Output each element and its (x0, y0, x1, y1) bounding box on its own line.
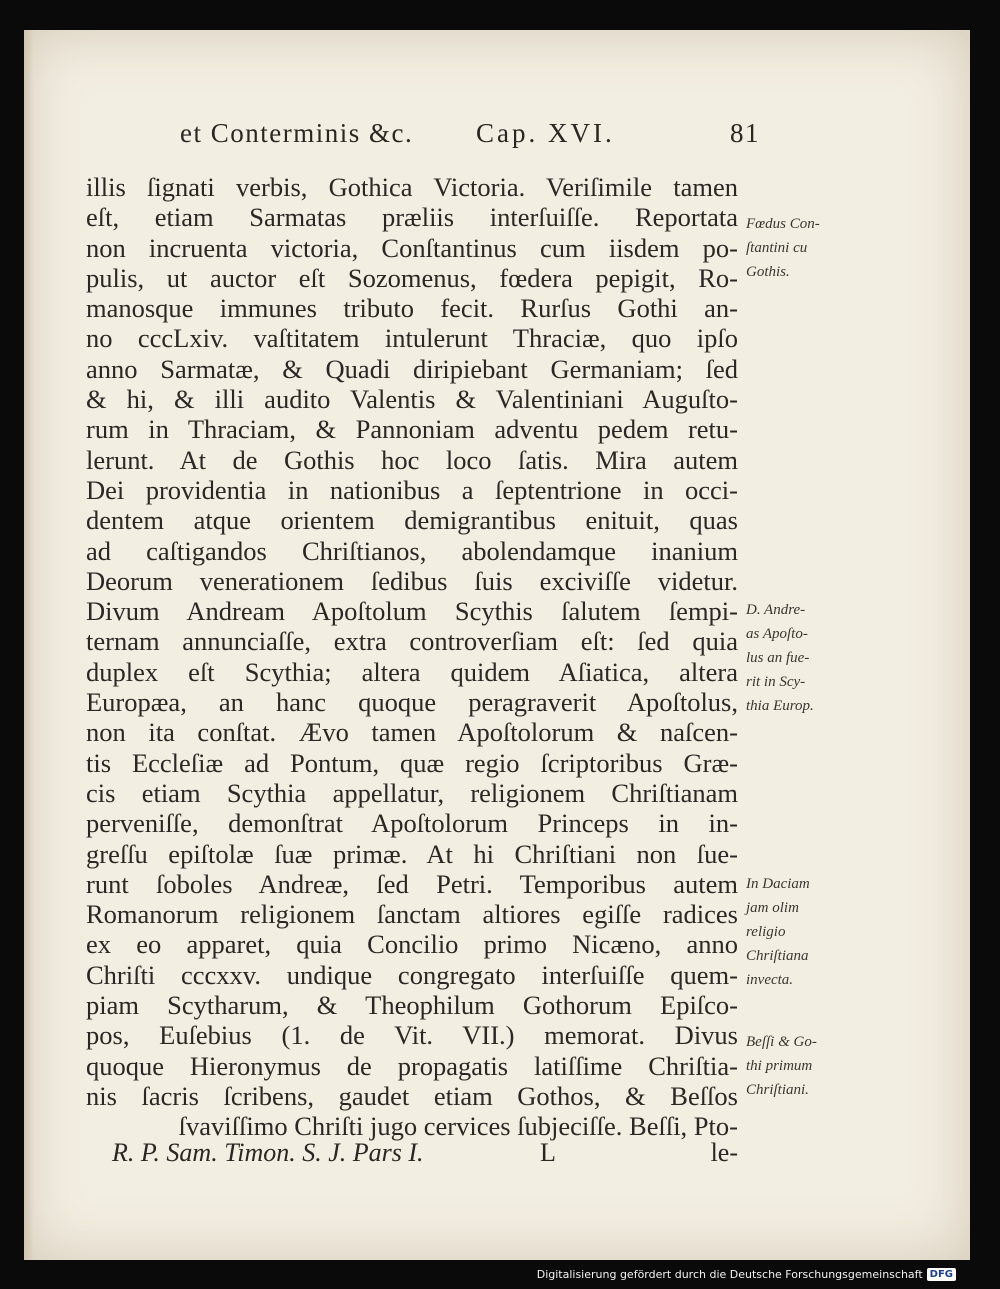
text-line: tis Eccleſiæ ad Pontum, quæ regio ſcriptoribus Græ- (86, 747, 738, 778)
text-line: runt ſoboles Andreæ, ſed Petri. Temporibus autem (86, 868, 738, 899)
page-gutter-shadow (24, 30, 34, 1260)
footer-signature: R. P. Sam. Timon. S. J. Pars I. (112, 1138, 424, 1167)
dfg-logo: DFG (927, 1268, 956, 1281)
text-line: cis etiam Scythia appellatur, religionem Chriſtianam (86, 777, 738, 808)
marginal-note-line: Chriſtiana (746, 948, 809, 964)
running-header (180, 118, 760, 158)
text-line: ſvaviſſimo Chriſti jugo cervices ſubjeciſſe. Beſſi, Pto- (178, 1111, 738, 1142)
text-line: nis ſacris ſcribens, gaudet etiam Gothos, & Beſſos (86, 1080, 738, 1111)
text-line: duplex eſt Scythia; altera quidem Aſiatica, altera (86, 656, 738, 687)
marginal-note-line: rit in Scy- (746, 674, 806, 690)
text-line: pulis, ut auctor eſt Sozomenus, fœdera pepigit, Ro- (86, 262, 738, 293)
text-line: non ita conſtat. Ævo tamen Apoſtolorum & naſcen- (86, 717, 738, 748)
text-line: piam Scytharum, & Theophilum Gothorum Epiſco- (86, 990, 738, 1021)
text-line: & hi, & illi audito Valentis & Valentiniani Auguſto- (86, 384, 738, 415)
marginal-note-line: Fœdus Con- (746, 216, 820, 232)
text-line: ad caſtigandos Chriſtianos, abolendamque inanium (86, 535, 738, 566)
marginal-note-line: thi primum (746, 1058, 813, 1074)
marginal-note-line: Gothis. (746, 264, 790, 280)
text-line: eſt, etiam Sarmatas præliis interſuiſſe. Reportata (86, 202, 738, 233)
text-line: pos, Euſebius (1. de Vit. VII.) memorat. Divus (86, 1020, 738, 1051)
text-line: ternam annunciaſſe, extra controverſiam eſt: ſed quia (86, 626, 738, 657)
text-line: Divum Andream Apoſtolum Scythis ſalutem ſempi- (86, 596, 738, 627)
text-line: lerunt. At de Gothis hoc loco ſatis. Mira autem (86, 444, 738, 475)
chapter-heading: Cap. XVI. (476, 118, 615, 148)
marginal-note-line: In Daciam (746, 876, 810, 892)
text-line: no cccLxiv. vaſtitatem intulerunt Thraciæ, quo ipſo (86, 323, 738, 354)
marginal-note-dacia (746, 872, 856, 992)
signature-mark: L (540, 1138, 556, 1167)
catchword: le- (710, 1138, 738, 1167)
text-line: Chriſti cccxxv. undique congregato interſuiſſe quem- (86, 959, 738, 990)
text-line: anno Sarmatæ, & Quadi diripiebant Germaniam; ſed (86, 353, 738, 384)
text-line: illis ſignati verbis, Gothica Victoria. Veriſimile tamen (86, 172, 738, 202)
marginal-note-line: ſtantini cu (746, 240, 808, 256)
marginal-note-line: jam olim (746, 900, 799, 916)
text-line: Deorum venerationem ſedibus ſuis exciviſſe videtur. (86, 565, 738, 596)
text-line: non incruenta victoria, Conſtantinus cum iisdem po- (86, 232, 738, 263)
text-line: greſſu epiſtolæ ſuæ primæ. At hi Chriſtiani non ſue- (86, 838, 738, 869)
text-line: Europæa, an hanc quoque peragraverit Apoſtolus, (86, 687, 738, 718)
page-footer (112, 1138, 738, 1174)
marginal-note-line: religio (746, 924, 786, 940)
marginal-note-line: invecta. (746, 972, 794, 988)
page-number: 81 (730, 118, 760, 148)
marginal-note-line: as Apoſto- (746, 626, 808, 642)
text-line: quoque Hieronymus de propagatis latiſſime Chriſtia- (86, 1050, 738, 1081)
marginal-note-line: lus an fue- (746, 650, 810, 666)
text-line: dentem atque orientem demigrantibus enituit, quas (86, 505, 738, 536)
text-line: manosque immunes tributo fecit. Rurſus Gothi an- (86, 293, 738, 324)
body-text (86, 172, 738, 1142)
marginal-note-line: thia Europ. (746, 698, 814, 714)
marginal-note-line: Chriſtiani. (746, 1082, 809, 1098)
marginal-note-line: Beſſi & Go- (746, 1034, 817, 1050)
text-line: ex eo apparet, quia Concilio primo Nicæno, anno (86, 929, 738, 960)
text-line: perveniſſe, demonſtrat Apoſtolorum Princeps in in- (86, 808, 738, 839)
marginal-note-foedus (746, 212, 856, 284)
text-line: Dei providentia in nationibus a ſeptentrione in occi- (86, 474, 738, 505)
marginal-note-line: D. Andre- (746, 602, 806, 618)
marginal-note-andreas (746, 598, 856, 718)
credit-text: Digitalisierung gefördert durch die Deutsche Forschungsgemeinschaft (536, 1268, 923, 1281)
marginal-note-bessi (746, 1030, 856, 1102)
digitization-credit (537, 1268, 956, 1281)
running-title: et Conterminis &c. (180, 118, 414, 148)
text-line: rum in Thraciam, & Pannoniam adventu pedem retu- (86, 414, 738, 445)
text-line: Romanorum religionem ſanctam altiores egiſſe radices (86, 899, 738, 930)
